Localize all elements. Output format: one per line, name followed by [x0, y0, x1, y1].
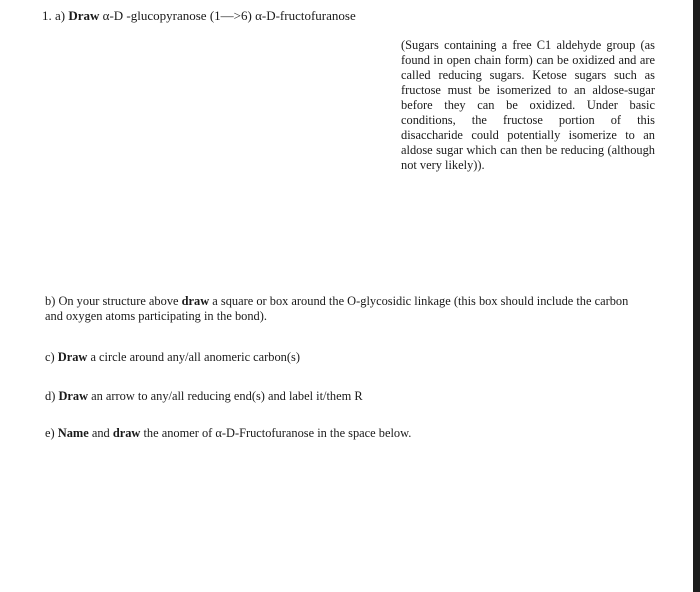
part-a-verb: Draw	[68, 8, 100, 23]
part-b-label: b)	[45, 294, 56, 308]
question-part-c	[45, 350, 300, 365]
part-e-conj: and	[91, 426, 110, 440]
part-b-text-after: a square or box around the O-glycosidic linkage (this box should include the carbon and oxygen atoms participating in the bond).	[45, 294, 629, 323]
part-c-text: a circle around any/all anomeric carbon(s)	[90, 350, 300, 364]
part-c-label: c)	[45, 350, 55, 364]
reducing-sugar-note: (Sugars containing a free C1 aldehyde group (as found in open chain form) can be oxidized and are called reducing sugars. Ketose sugars such as fructose must be isomerized to an aldose-sugar before they can be oxidized. Under basic conditions, the fructose portion of this disaccharide could potentially isomerize to an aldose sugar which can then be reducing (although not very likely)).	[401, 38, 655, 172]
part-a-text: α-D -glucopyranose (1—>6) α-D-fructofuranose	[102, 8, 356, 23]
part-e-verb-name: Name	[57, 426, 89, 440]
question-part-e	[45, 426, 411, 441]
question-1-part-a	[42, 8, 356, 24]
question-number: 1.	[42, 8, 52, 23]
part-d-verb: Draw	[58, 389, 89, 403]
question-part-b	[45, 294, 645, 324]
part-b-text-before: On your structure above	[58, 294, 179, 308]
part-d-text: an arrow to any/all reducing end(s) and label it/them R	[91, 389, 363, 403]
part-e-verb-draw: draw	[112, 426, 141, 440]
question-part-d	[45, 389, 363, 404]
part-b-verb: draw	[181, 294, 210, 308]
part-c-verb: Draw	[57, 350, 88, 364]
part-a-label: a)	[55, 8, 66, 23]
part-e-text: the anomer of α-D-Fructofuranose in the space below.	[143, 426, 412, 440]
part-e-label: e)	[45, 426, 55, 440]
part-d-label: d)	[45, 389, 56, 403]
dark-right-border	[693, 0, 700, 592]
